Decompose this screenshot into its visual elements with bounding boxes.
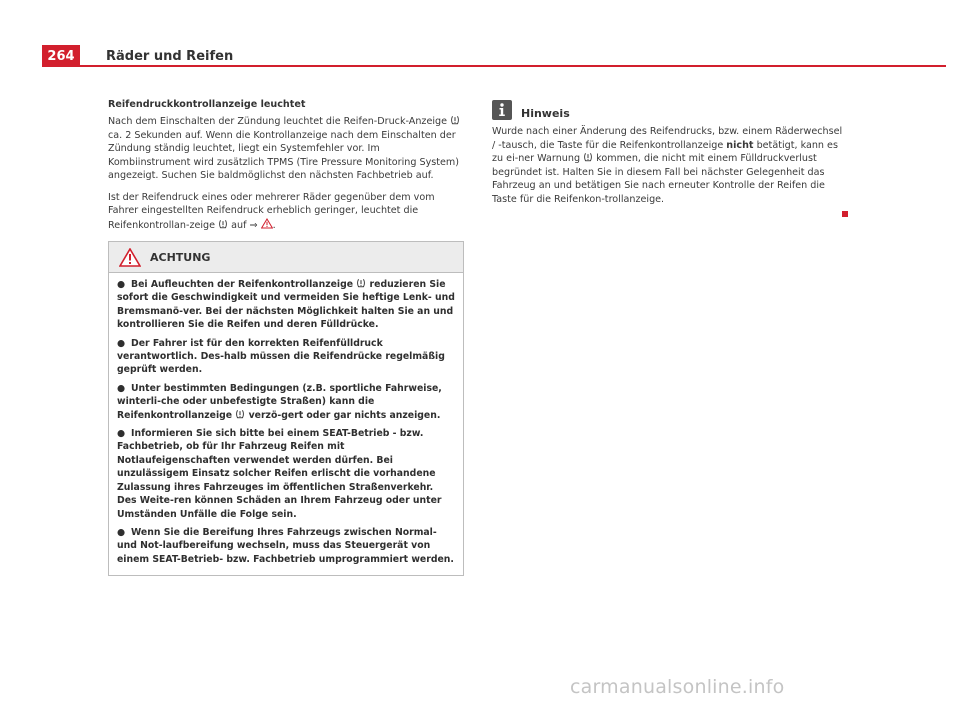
note-header xyxy=(492,100,848,120)
warning-item-text: Der Fahrer ist für den korrekten Reifenfülldruck verantwortlich. Des-halb müssen die Reifendrücke regelmäßig geprüft werden. xyxy=(117,337,445,376)
watermark: carmanualsonline.info xyxy=(570,676,785,698)
note-paragraph xyxy=(492,125,848,206)
warning-item-text-a: Bei Aufleuchten der Reifenkontrollanzeige xyxy=(131,279,357,290)
right-column xyxy=(492,100,848,221)
tire-pressure-icon xyxy=(450,115,460,125)
warning-item-text-b: reduzieren Sie sofort die Geschwindigkeit und vermeiden Sie heftige Lenk- und Bremsmanö-ver. Bei der nächsten Möglichkeit halten Sie an und kontrollieren Sie die Reifen und deren Fülldrücke. xyxy=(117,279,455,331)
bullet: ● xyxy=(117,526,126,538)
warning-item xyxy=(117,278,455,332)
warning-item xyxy=(117,337,455,377)
bullet: ● xyxy=(117,382,126,394)
note-text-c: kommen, die nicht mit einem Fülldruckverlust begründet ist. Halten Sie in diesem Fall bei nächster Gelegenheit das Fahrzeug an und betätigen Sie nach erneuter Kontrolle der Reifen die Taste für die Reifenkon-trollanzeige. xyxy=(492,153,825,205)
paragraph-2-end: . xyxy=(272,219,276,231)
paragraph-1-text-b: ca. 2 Sekunden auf. Wenn die Kontrollanzeige nach dem Einschalten der Zündung ständig leuchtet, liegt ein Systemfehler vor. Im Kombiinstrument wird zusätzlich TPMS (Tire Pressure Monitoring System) angezeigt. Suchen Sie baldmöglichst den nächsten Fachbetrieb auf. xyxy=(108,129,460,181)
warning-item-text: Informieren Sie sich bitte bei einem SEAT-Betrieb - bzw. Fachbetrieb, ob für Ihr Fahrzeug Reifen mit Notlaufeigenschaften verwendet werden dürfen. Bei unzulässigem Einsatz solcher Reifen erlischt die vorhandene Zulassung ihres Fahrzeuges im öffentlichen Straßenverkehr. Des Weite-ren können Schäden an Ihrem Fahrzeug oder unter Umständen Unfälle die Folge sein. xyxy=(117,428,442,520)
bullet: ● xyxy=(117,337,126,349)
bullet: ● xyxy=(117,428,126,440)
paragraph-2 xyxy=(108,191,464,233)
tire-pressure-icon xyxy=(356,278,366,288)
tire-pressure-icon xyxy=(235,409,245,419)
warning-item-text-a: Unter bestimmten Bedingungen (z.B. sportliche Fahrweise, winterli-che oder unbefestigte Straßen) kann die Reifenkontrollanzeige xyxy=(117,382,442,421)
note-text-bold: nicht xyxy=(726,139,754,151)
warning-box-header xyxy=(109,242,463,273)
warning-item-text-b: verzö-gert oder gar nichts anzeigen. xyxy=(245,409,441,421)
header-rule xyxy=(80,65,946,67)
bullet: ● xyxy=(117,279,126,290)
info-icon xyxy=(492,100,512,120)
section-heading: Reifendruckkontrollanzeige leuchtet xyxy=(108,99,306,110)
warning-box-title: ACHTUNG xyxy=(150,250,211,264)
warning-item xyxy=(117,526,455,566)
end-of-section-mark xyxy=(842,211,848,217)
note-title: Hinweis xyxy=(521,107,570,120)
tire-pressure-icon xyxy=(218,219,228,229)
paragraph-1 xyxy=(108,115,464,183)
paragraph-2-text-a: Ist der Reifendruck eines oder mehrerer Räder gegenüber dem vom Fahrer eingestellten Reifendruck erheblich geringer, leuchtet die Reifenkontrollan-zeige xyxy=(108,191,435,231)
page-number: 264 xyxy=(42,45,80,67)
warning-item-text: Wenn Sie die Bereifung Ihres Fahrzeugs zwischen Normal- und Not-laufbereifung wechseln, muss das Steuergerät von einem SEAT-Betrieb- bzw. Fachbetrieb umprogrammiert werden. xyxy=(117,526,454,565)
left-column xyxy=(108,99,464,576)
warning-item xyxy=(117,382,455,422)
note-text-b: betätigt, kann es zu ei-ner Warnung xyxy=(492,139,838,164)
warning-item xyxy=(117,427,455,521)
warning-triangle-icon[interactable] xyxy=(261,218,273,229)
tire-pressure-icon xyxy=(583,152,593,162)
warning-box xyxy=(108,241,464,576)
paragraph-1-text-a: Nach dem Einschalten der Zündung leuchtet die Reifen-Druck-Anzeige xyxy=(108,116,451,127)
warning-triangle-icon xyxy=(119,248,141,267)
paragraph-2-text-b: auf ⇒ xyxy=(231,219,261,231)
page-title: Räder und Reifen xyxy=(106,49,234,64)
note-text-a: Wurde nach einer Änderung des Reifendrucks, bzw. einem Räderwechsel / -tausch, die Taste für die Reifenkontrollanzeige xyxy=(492,126,843,151)
warning-box-body xyxy=(109,273,463,575)
